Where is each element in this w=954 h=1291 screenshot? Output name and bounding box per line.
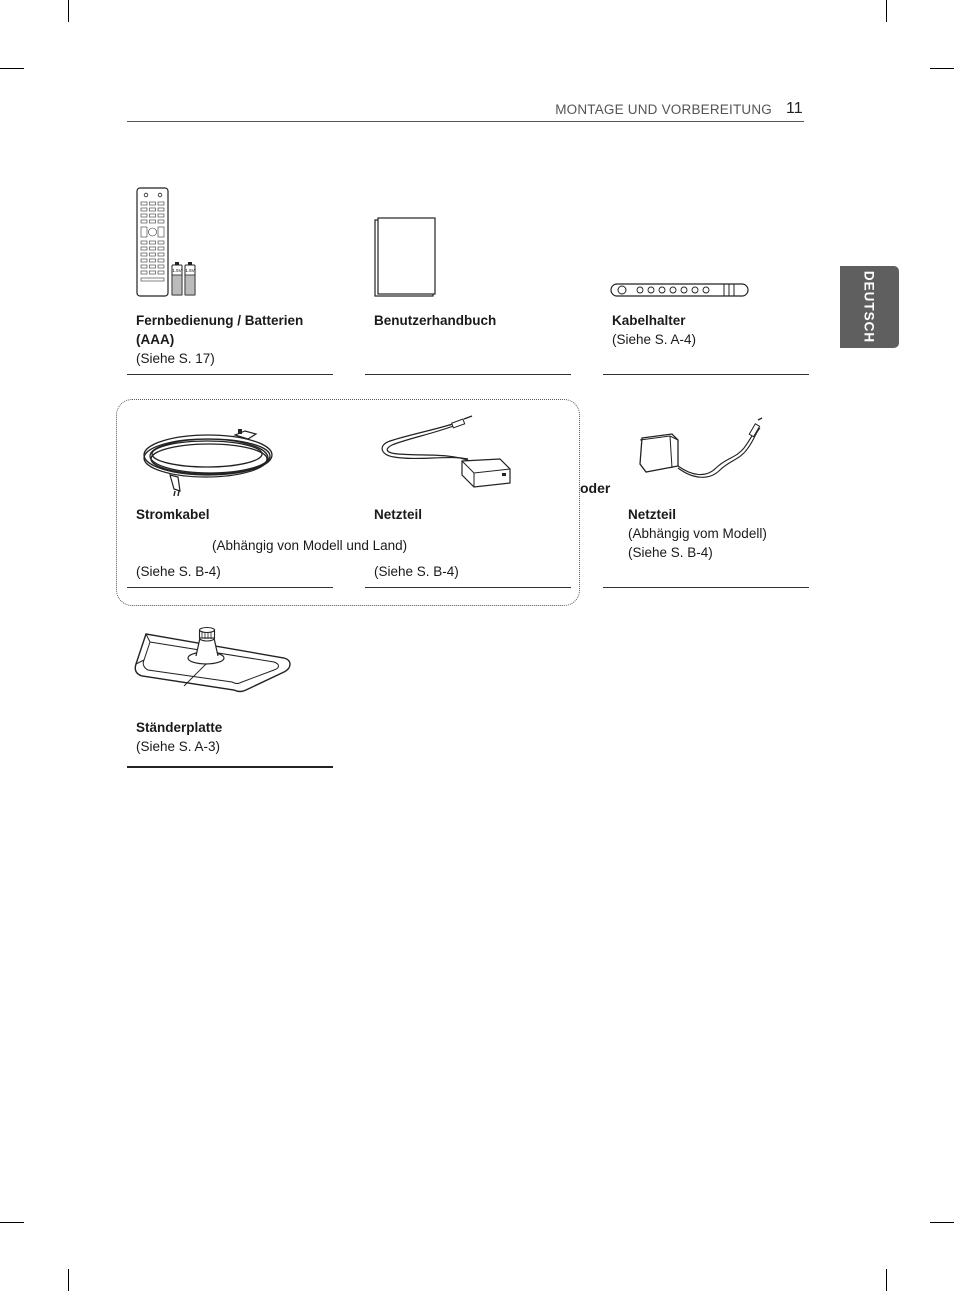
cable-holder-reference: (Siehe S. A-4)	[612, 332, 697, 347]
cable-holder-title: Kabelhalter	[612, 313, 686, 328]
group-note: (Abhängig von Modell und Land)	[212, 538, 408, 553]
item-divider	[603, 587, 809, 588]
or-label: oder	[580, 480, 611, 496]
stand-base-illustration	[134, 624, 294, 696]
ac-adapter-illustration	[378, 415, 516, 495]
item-divider	[603, 374, 809, 375]
crop-mark	[930, 1222, 954, 1223]
stand-base-title: Ständerplatte	[136, 720, 223, 735]
crop-mark	[68, 0, 69, 22]
remote-batteries-illustration	[134, 186, 204, 298]
language-tab	[840, 266, 899, 348]
item-divider	[127, 766, 333, 768]
adapter-2-title: Netzteil	[628, 507, 677, 522]
item-divider	[127, 587, 333, 588]
adapter-2-note: (Abhängig vom Modell)	[628, 526, 767, 541]
crop-mark	[0, 1222, 24, 1223]
section-title: MONTAGE UND VORBEREITUNG	[555, 102, 772, 117]
remote-title-line1: Fernbedienung / Batterien	[136, 313, 304, 328]
manual-illustration	[372, 217, 438, 299]
wall-adapter-illustration	[636, 418, 766, 490]
adapter-2-reference: (Siehe S. B-4)	[628, 545, 713, 560]
crop-mark	[930, 68, 954, 69]
language-tab-label: DEUTSCH	[861, 270, 877, 344]
header-rule	[127, 121, 804, 122]
cable-holder-illustration	[609, 281, 751, 299]
item-divider	[365, 374, 571, 375]
remote-title-line2: (AAA)	[136, 332, 175, 347]
adapter-1-reference: (Siehe S. B-4)	[374, 564, 459, 579]
adapter-1-title: Netzteil	[374, 507, 423, 522]
battery-label: 1.5V	[172, 268, 182, 273]
item-divider	[127, 374, 333, 375]
power-cord-reference: (Siehe S. B-4)	[136, 564, 221, 579]
power-cord-title: Stromkabel	[136, 507, 210, 522]
crop-mark	[886, 1269, 887, 1291]
stand-base-reference: (Siehe S. A-3)	[136, 739, 221, 754]
crop-mark	[0, 68, 24, 69]
battery-label: 1.5V	[185, 268, 195, 273]
item-divider	[365, 587, 571, 588]
manual-title: Benutzerhandbuch	[374, 313, 497, 328]
page-number: 11	[786, 100, 803, 117]
crop-mark	[68, 1269, 69, 1291]
power-cord-illustration	[140, 425, 282, 497]
remote-reference: (Siehe S. 17)	[136, 351, 215, 366]
crop-mark	[886, 0, 887, 22]
